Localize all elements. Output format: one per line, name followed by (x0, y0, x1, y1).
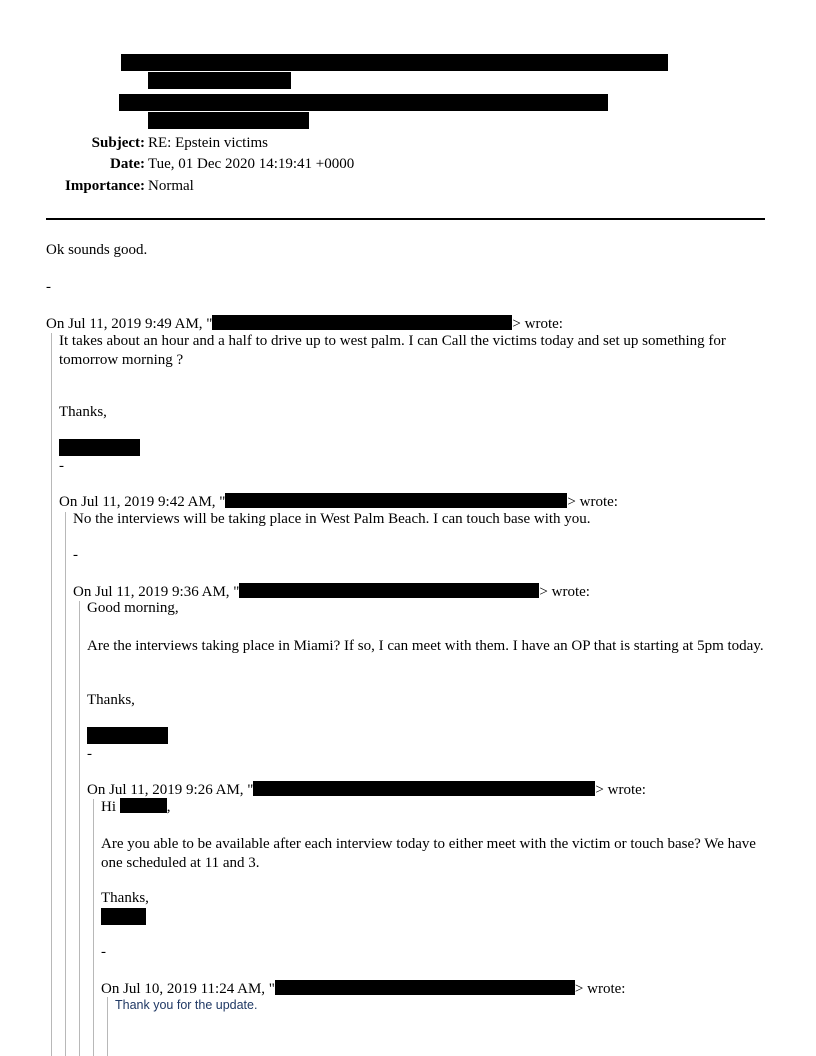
quote1-signature-redaction (59, 439, 140, 456)
quote4-attribution (87, 781, 646, 799)
quote3-thanks: Thanks, (87, 692, 135, 708)
quote1-text: It takes about an hour and a half to drive up to west palm. I can Call the victims today and set up something for tomorrow morning ? (59, 333, 726, 368)
quote2-dash: - (73, 547, 78, 563)
quote1-attr-prefix: On Jul 11, 2019 9:49 AM, " (46, 316, 213, 332)
quote4-name-redaction (120, 798, 167, 813)
quote2-redaction (225, 493, 567, 508)
quote5-redaction (275, 980, 575, 995)
quote3-greeting: Good morning, (87, 600, 179, 616)
quote1-redaction (212, 315, 512, 330)
quote4-text: Are you able to be available after each interview today to either meet with the victim or touch base? We have one scheduled at 11 and 3. (101, 836, 756, 871)
quote5-bar (107, 997, 108, 1056)
quote4-attr-prefix: On Jul 11, 2019 9:26 AM, " (87, 782, 254, 798)
redaction-to-2 (148, 112, 309, 129)
quote1-thanks: Thanks, (59, 404, 107, 420)
quote5-text: Thank you for the update. (115, 998, 258, 1012)
quote1-attr-suffix: > wrote: (512, 316, 563, 332)
body-line: Ok sounds good. (46, 242, 148, 258)
quote4-redaction (253, 781, 595, 796)
body-dash: - (46, 279, 51, 295)
importance-value: Normal (148, 178, 194, 194)
date-label: Date: (110, 156, 145, 172)
quote5-attribution (101, 980, 625, 998)
quote4-thanks: Thanks, (101, 890, 149, 906)
quote1-bar (51, 333, 52, 1056)
redaction-from-2 (148, 72, 291, 89)
header-divider (46, 218, 765, 220)
quote2-attr-suffix: > wrote: (567, 494, 618, 510)
quote4-dash: - (101, 944, 106, 960)
quote5-attr-prefix: On Jul 10, 2019 11:24 AM, " (101, 981, 275, 997)
quote2-attribution (59, 493, 618, 511)
quote4-attr-suffix: > wrote: (595, 782, 646, 798)
quote4-greeting-prefix: Hi (101, 799, 116, 815)
quote3-attr-prefix: On Jul 11, 2019 9:36 AM, " (73, 584, 240, 600)
quote3-bar (79, 601, 80, 1056)
subject-label: Subject: (91, 135, 145, 151)
quote1-dash: - (59, 458, 64, 474)
quote4-signature-redaction (101, 908, 146, 925)
quote5-attr-suffix: > wrote: (574, 981, 626, 997)
importance-label: Importance: (65, 178, 145, 194)
quote4-greeting-suffix: , (166, 799, 171, 815)
quote4-bar (93, 799, 94, 1056)
quote3-attribution (73, 583, 590, 601)
redaction-from (121, 54, 668, 71)
quote3-dash: - (87, 746, 92, 762)
quote2-text: No the interviews will be taking place in West Palm Beach. I can touch base with you. (73, 511, 591, 527)
redaction-to (119, 94, 608, 111)
quote2-attr-prefix: On Jul 11, 2019 9:42 AM, " (59, 494, 226, 510)
quote2-bar (65, 512, 66, 1056)
date-value: Tue, 01 Dec 2020 14:19:41 +0000 (148, 156, 355, 172)
quote3-text: Are the interviews taking place in Miami? If so, I can meet with them. I have an OP that is starting at 5pm today. (87, 638, 764, 654)
quote1-attribution (46, 315, 563, 333)
subject-value: RE: Epstein victims (148, 135, 268, 151)
quote3-redaction (239, 583, 539, 598)
quote3-attr-suffix: > wrote: (539, 584, 590, 600)
quote3-signature-redaction (87, 727, 168, 744)
quote4-greeting (101, 798, 171, 816)
